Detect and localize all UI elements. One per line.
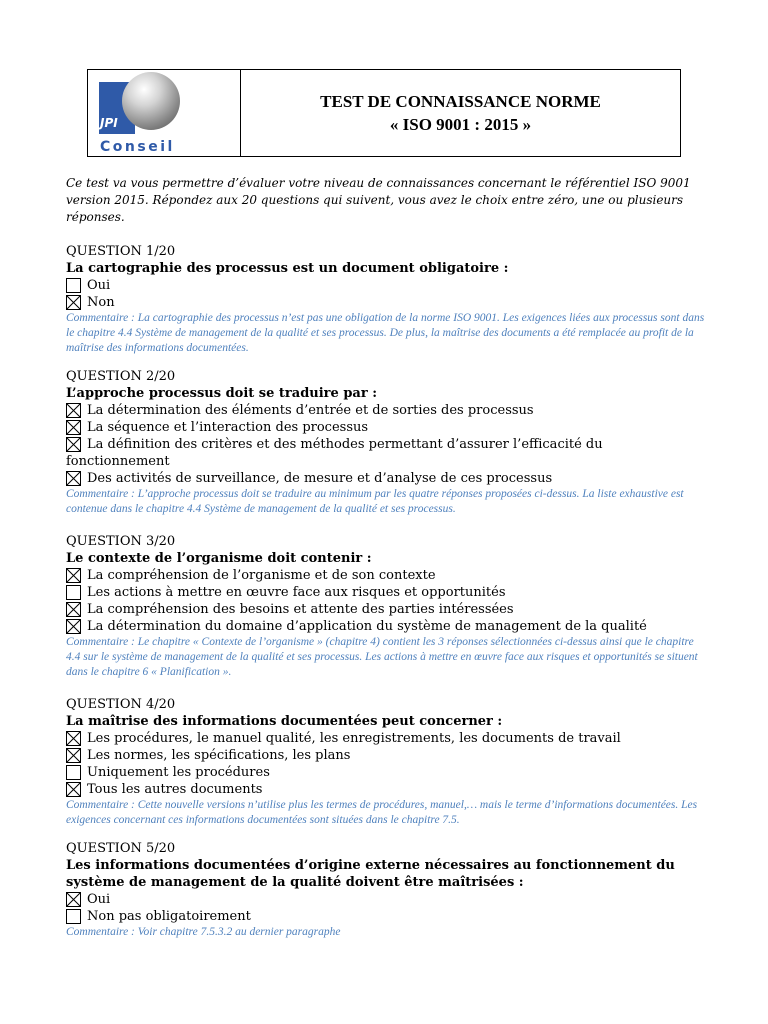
answer-option[interactable] [66, 601, 706, 618]
answer-option[interactable] [66, 436, 706, 470]
checkbox-checked[interactable] [66, 471, 81, 486]
answer-label: La définition des critères et des méthodes permettant d’assurer l’efficacité du fonctionnement [66, 437, 603, 469]
logo-jpi-text: JPI [100, 116, 118, 130]
question-number: QUESTION 4/20 [66, 697, 176, 712]
question-number: QUESTION 1/20 [66, 244, 176, 259]
answer-label: Tous les autres documents [87, 782, 263, 797]
question-number: QUESTION 2/20 [66, 369, 176, 384]
document-title [241, 70, 680, 156]
answer-label: La compréhension des besoins et attente des parties intéressées [87, 602, 514, 617]
question-4 [66, 696, 706, 828]
check-cross-icon [67, 620, 80, 633]
check-cross-icon [67, 472, 80, 485]
check-cross-icon [67, 732, 80, 745]
answer-label: Oui [87, 892, 111, 907]
check-cross-icon [67, 569, 80, 582]
answer-option[interactable] [66, 730, 706, 747]
answer-comment: Commentaire : Cette nouvelle versions n’utilise plus les termes de procédures, manuel,… mais le terme d’informations documentées. Les exigences concernant ces informations documentées sont situées dans le chapitre 7.5. [66, 799, 698, 826]
checkbox-checked[interactable] [66, 403, 81, 418]
answer-label: Non [87, 295, 115, 310]
check-cross-icon [67, 438, 80, 451]
answer-label: Les actions à mettre en œuvre face aux risques et opportunités [87, 585, 506, 600]
answer-option[interactable] [66, 781, 706, 798]
answer-option[interactable] [66, 618, 706, 635]
check-cross-icon [67, 421, 80, 434]
checkbox-unchecked[interactable] [66, 765, 81, 780]
question-text: Les informations documentées d’origine externe nécessaires au fonctionnement du système de management de la qualité doivent être maîtrisées : [66, 858, 675, 890]
check-cross-icon [67, 893, 80, 906]
answer-option[interactable] [66, 891, 706, 908]
answer-label: La séquence et l’interaction des processus [87, 420, 369, 435]
question-number: QUESTION 5/20 [66, 841, 176, 856]
checkbox-checked[interactable] [66, 295, 81, 310]
company-logo [88, 70, 241, 156]
answer-comment: Commentaire : L’approche processus doit se traduire au minimum par les quatre réponses proposées ci-dessus. La liste exhaustive est contenue dans le chapitre 4.4 Système de management de la qualité et ses processus. [66, 488, 684, 515]
question-text: La cartographie des processus est un document obligatoire : [66, 261, 509, 276]
checkbox-checked[interactable] [66, 602, 81, 617]
answer-option[interactable] [66, 470, 706, 487]
answer-label: Les normes, les spécifications, les plans [87, 748, 351, 763]
answer-option[interactable] [66, 747, 706, 764]
question-1 [66, 243, 706, 356]
checkbox-unchecked[interactable] [66, 278, 81, 293]
check-cross-icon [67, 749, 80, 762]
answer-comment: Commentaire : La cartographie des processus n’est pas une obligation de la norme ISO 9001. Les exigences liées aux processus sont dans le chapitre 4.4 Système de management de la qualité et ses processus. De plus, la maîtrise des documents a été remplacée au profit de la maîtrise des informations documentées. [66, 312, 705, 354]
checkbox-checked[interactable] [66, 619, 81, 634]
checkbox-unchecked[interactable] [66, 585, 81, 600]
header-box [87, 69, 681, 157]
answer-option[interactable] [66, 294, 706, 311]
answer-option[interactable] [66, 277, 706, 294]
answer-comment: Commentaire : Le chapitre « Contexte de l’organisme » (chapitre 4) contient les 3 réponses sélectionnées ci-dessus ainsi que le chapitre 4.4 sur le système de management de la qualité et ses processus. Les actions à mettre en œuvre face aux risques et opportunités se situent dans le chapitre 6 « Planification ». [66, 636, 698, 678]
check-cross-icon [67, 783, 80, 796]
check-cross-icon [67, 603, 80, 616]
question-2 [66, 368, 706, 517]
title-line-2: « ISO 9001 : 2015 » [389, 115, 532, 134]
answer-label: Non pas obligatoirement [87, 909, 251, 924]
answer-label: La compréhension de l’organisme et de son contexte [87, 568, 436, 583]
answer-label: Des activités de surveillance, de mesure et d’analyse de ces processus [87, 471, 553, 486]
answer-option[interactable] [66, 567, 706, 584]
question-text: Le contexte de l’organisme doit contenir : [66, 551, 372, 566]
checkbox-checked[interactable] [66, 420, 81, 435]
question-number: QUESTION 3/20 [66, 534, 176, 549]
checkbox-unchecked[interactable] [66, 909, 81, 924]
answer-label: Les procédures, le manuel qualité, les enregistrements, les documents de travail [87, 731, 621, 746]
logo-sphere-icon [122, 72, 180, 130]
answer-option[interactable] [66, 908, 706, 925]
question-5 [66, 840, 706, 940]
answer-option[interactable] [66, 764, 706, 781]
checkbox-checked[interactable] [66, 748, 81, 763]
question-text: La maîtrise des informations documentées peut concerner : [66, 714, 503, 729]
checkbox-checked[interactable] [66, 731, 81, 746]
answer-label: Uniquement les procédures [87, 765, 270, 780]
title-line-1: TEST DE CONNAISSANCE NORME [320, 92, 601, 111]
answer-option[interactable] [66, 419, 706, 436]
answer-option[interactable] [66, 402, 706, 419]
question-text: L’approche processus doit se traduire par : [66, 386, 378, 401]
check-cross-icon [67, 296, 80, 309]
check-cross-icon [67, 404, 80, 417]
checkbox-checked[interactable] [66, 437, 81, 452]
answer-label: La détermination des éléments d’entrée et de sorties des processus [87, 403, 534, 418]
checkbox-checked[interactable] [66, 782, 81, 797]
logo-conseil-text: Conseil [100, 139, 175, 155]
answer-label: La détermination du domaine d’application du système de management de la qualité [87, 619, 647, 634]
checkbox-checked[interactable] [66, 892, 81, 907]
intro-paragraph: Ce test va vous permettre d’évaluer votre niveau de connaissances concernant le référentiel ISO 9001 version 2015. Répondez aux 20 questions qui suivent, vous avez le choix entre zéro, une ou plusieurs réponses. [66, 176, 691, 224]
question-3 [66, 533, 706, 680]
answer-comment: Commentaire : Voir chapitre 7.5.3.2 au dernier paragraphe [66, 926, 341, 938]
checkbox-checked[interactable] [66, 568, 81, 583]
answer-option[interactable] [66, 584, 706, 601]
answer-label: Oui [87, 278, 111, 293]
